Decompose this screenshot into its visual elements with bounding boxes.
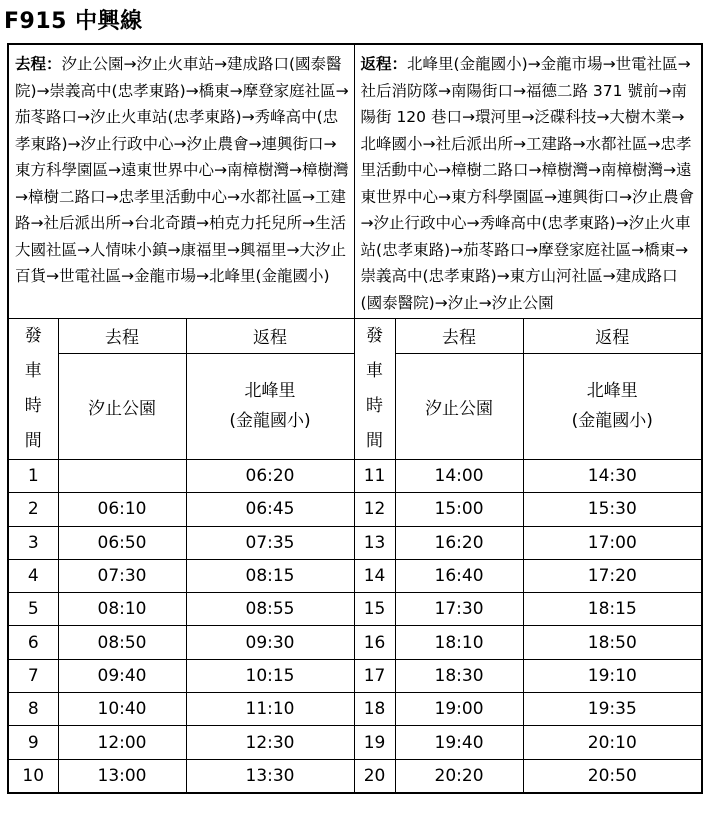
- departure-no: 12: [354, 493, 395, 526]
- inbound-header-right: 返程: [523, 319, 702, 354]
- departure-no: 4: [8, 559, 58, 592]
- departure-no: 16: [354, 626, 395, 659]
- outbound-time: 12:00: [58, 726, 186, 759]
- departure-no: 8: [8, 693, 58, 726]
- table-row: [8, 493, 702, 526]
- inbound-origin-left: 北峰里 (金龍國小): [186, 353, 354, 459]
- departure-no: 13: [354, 526, 395, 559]
- departure-no: 2: [8, 493, 58, 526]
- departure-no: 18: [354, 693, 395, 726]
- inbound-time: 20:10: [523, 726, 702, 759]
- outbound-route-cell: [8, 44, 354, 319]
- outbound-time: 07:30: [58, 559, 186, 592]
- outbound-time: 19:40: [395, 726, 523, 759]
- departure-no: 7: [8, 659, 58, 692]
- outbound-time: 08:50: [58, 626, 186, 659]
- inbound-time: 14:30: [523, 460, 702, 493]
- outbound-time: 09:40: [58, 659, 186, 692]
- outbound-time: 16:20: [395, 526, 523, 559]
- inbound-route-label: 返程：: [360, 55, 408, 73]
- outbound-origin-right: 汐止公園: [395, 353, 523, 459]
- outbound-header-left: 去程: [58, 319, 186, 354]
- outbound-time: 06:50: [58, 526, 186, 559]
- inbound-time: 15:30: [523, 493, 702, 526]
- table-row: [8, 593, 702, 626]
- inbound-time: 13:30: [186, 759, 354, 793]
- inbound-origin-right: 北峰里 (金龍國小): [523, 353, 702, 459]
- table-row: [8, 726, 702, 759]
- outbound-time: 18:30: [395, 659, 523, 692]
- outbound-time: 08:10: [58, 593, 186, 626]
- inbound-route-cell: [354, 44, 702, 319]
- departure-no: 1: [8, 460, 58, 493]
- inbound-time: 19:35: [523, 693, 702, 726]
- outbound-time: 10:40: [58, 693, 186, 726]
- table-row: [8, 759, 702, 793]
- inbound-time: 06:45: [186, 493, 354, 526]
- departure-no: 10: [8, 759, 58, 793]
- inbound-time: 09:30: [186, 626, 354, 659]
- outbound-time: 20:20: [395, 759, 523, 793]
- inbound-time: 06:20: [186, 460, 354, 493]
- inbound-header-left: 返程: [186, 319, 354, 354]
- inbound-time: 17:00: [523, 526, 702, 559]
- outbound-time: 14:00: [395, 460, 523, 493]
- table-row: [8, 526, 702, 559]
- outbound-time: 17:30: [395, 593, 523, 626]
- departure-header-right: 發 車 時 間: [354, 319, 395, 460]
- table-row: [8, 659, 702, 692]
- inbound-time: 08:15: [186, 559, 354, 592]
- table-row: [8, 693, 702, 726]
- outbound-time: 18:10: [395, 626, 523, 659]
- departure-no: 14: [354, 559, 395, 592]
- inbound-time: 19:10: [523, 659, 702, 692]
- outbound-time: 15:00: [395, 493, 523, 526]
- departure-no: 3: [8, 526, 58, 559]
- departure-header-left: 發 車 時 間: [8, 319, 58, 460]
- inbound-route-text: 北峰里(金龍國小)→金龍市場→世電社區→社后消防隊→南陽街口→福德二路 371 號前→南陽街 120 巷口→環河里→泛碟科技→大樹木業→北峰國小→社后派出所→工建路→水都社區→忠孝里活動中心→樟樹二路口→樟樹灣→南樟樹灣→遠東世界中心→東方科學園區→連興街口→汐止農會→汐止行政中心→秀峰高中(忠孝東路)→汐止火車站(忠孝東路)→茄苳路口→摩登家庭社區→橋東→崇義高中(忠孝東路)→東方山河社區→建成路口(國泰醫院)→汐止→汐止公園: [360, 55, 694, 312]
- inbound-time: 11:10: [186, 693, 354, 726]
- inbound-time: 08:55: [186, 593, 354, 626]
- page-title: F915 中興線: [4, 9, 143, 34]
- departure-no: 19: [354, 726, 395, 759]
- departure-no: 17: [354, 659, 395, 692]
- inbound-time: 18:50: [523, 626, 702, 659]
- table-row: [8, 559, 702, 592]
- outbound-route-text: 汐止公園→汐止火車站→建成路口(國泰醫院)→崇義高中(忠孝東路)→橋東→摩登家庭社區→茄苳路口→汐止火車站(忠孝東路)→秀峰高中(忠孝東路)→汐止行政中心→汐止農會→連興街口→東方科學園區→遠東世界中心→南樟樹灣→樟樹灣→樟樹二路口→忠孝里活動中心→水都社區→工建路→社后派出所→台北奇蹟→柏克力托兒所→生活大國社區→人情味小鎮→康福里→興福里→大汐止百貨→世電社區→金龍市場→北峰里(金龍國小): [15, 55, 349, 285]
- departure-no: 9: [8, 726, 58, 759]
- outbound-time: [58, 460, 186, 493]
- departure-no: 20: [354, 759, 395, 793]
- inbound-time: 12:30: [186, 726, 354, 759]
- outbound-route-label: 去程：: [15, 55, 62, 73]
- departure-no: 6: [8, 626, 58, 659]
- timetable: [7, 43, 703, 794]
- table-row: [8, 460, 702, 493]
- outbound-origin-left: 汐止公園: [58, 353, 186, 459]
- departure-no: 5: [8, 593, 58, 626]
- inbound-time: 10:15: [186, 659, 354, 692]
- departure-no: 11: [354, 460, 395, 493]
- outbound-time: 19:00: [395, 693, 523, 726]
- inbound-time: 20:50: [523, 759, 702, 793]
- outbound-time: 13:00: [58, 759, 186, 793]
- departure-no: 15: [354, 593, 395, 626]
- outbound-header-right: 去程: [395, 319, 523, 354]
- inbound-time: 17:20: [523, 559, 702, 592]
- outbound-time: 16:40: [395, 559, 523, 592]
- table-row: [8, 626, 702, 659]
- outbound-time: 06:10: [58, 493, 186, 526]
- inbound-time: 07:35: [186, 526, 354, 559]
- inbound-time: 18:15: [523, 593, 702, 626]
